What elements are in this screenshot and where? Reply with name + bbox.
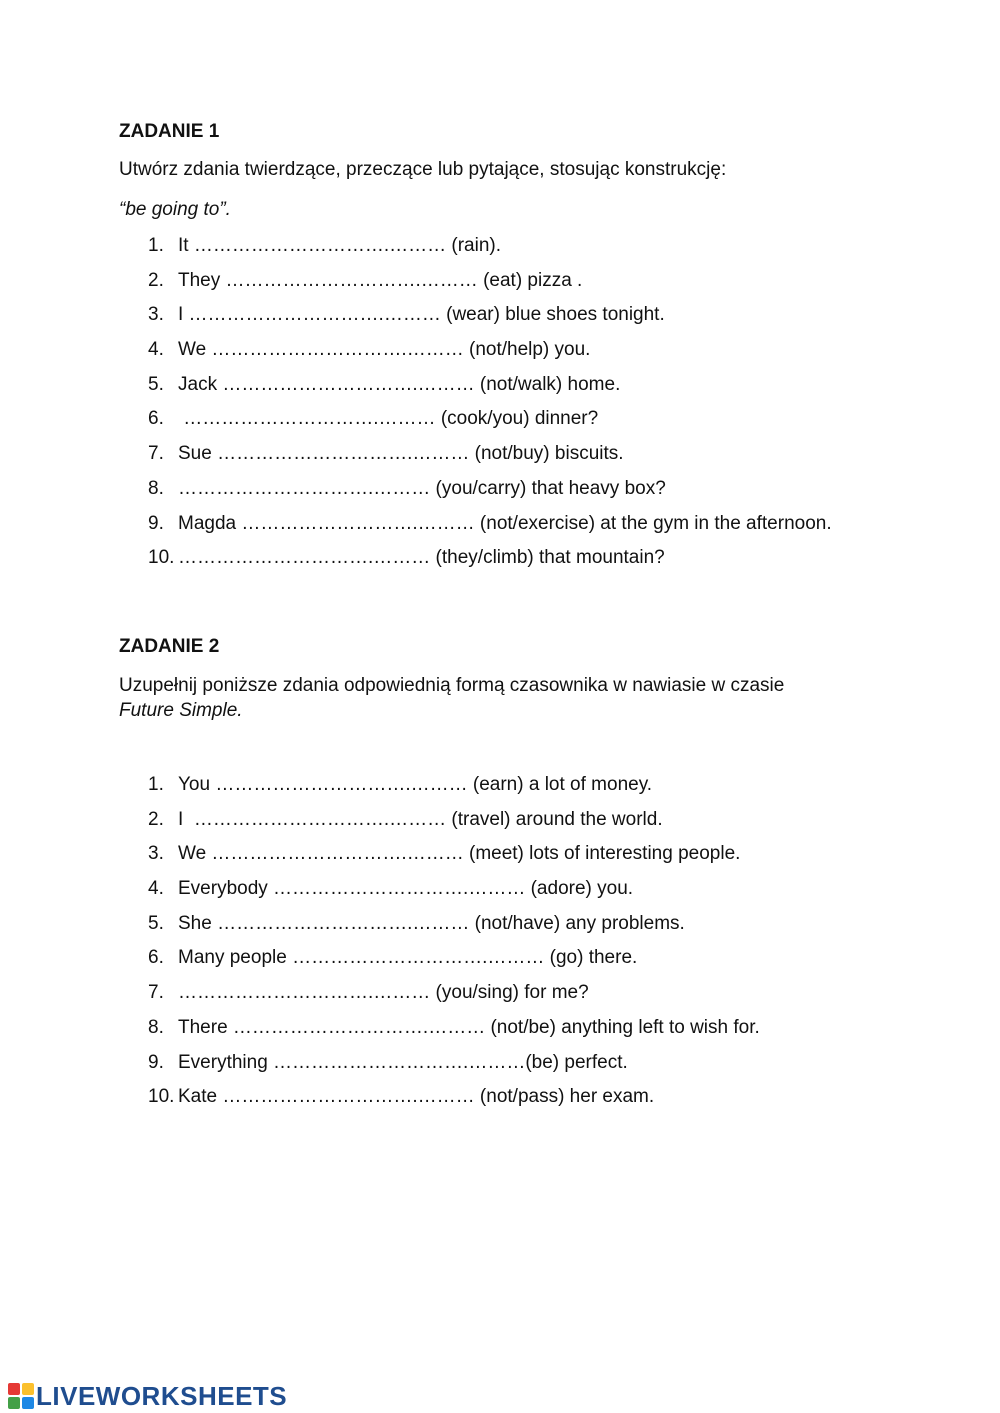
list-item: 3. We ………………………….……… (meet) lots of interesting people. bbox=[148, 843, 741, 865]
task1-construction-text: “be going to”. bbox=[119, 199, 231, 220]
list-item: 7. Sue ………………………….……… (not/buy) biscuits. bbox=[148, 443, 624, 465]
list-item: 1. You ………………………….……… (earn) a lot of money. bbox=[148, 774, 653, 795]
list-item: 5. Jack ………………………….……… (not/walk) home. bbox=[148, 373, 621, 395]
task2-list bbox=[148, 773, 760, 1120]
task1-instruction: Utwórz zdania twierdzące, przeczące lub pytające, stosując konstrukcję: bbox=[119, 159, 727, 180]
list-item: 9. Everything ………………………….………(be) perfect. bbox=[148, 1051, 628, 1073]
liveworksheets-logo-icon bbox=[8, 1383, 34, 1409]
list-item: 9. Magda ……………………….……… (not/exercise) at the gym in the afternoon. bbox=[148, 512, 832, 534]
list-item: 4. Everybody ………………………….……… (adore) you. bbox=[148, 878, 634, 900]
list-item: 2. I ………………………….……… (travel) around the world. bbox=[148, 808, 663, 830]
list-item: 7. ………………………….……… (you/sing) for me? bbox=[148, 982, 589, 1004]
list-item: 6. Many people ………………………….……… (go) there. bbox=[148, 947, 638, 969]
task2-heading: ZADANIE 2 bbox=[119, 636, 220, 657]
task1-list bbox=[148, 234, 832, 581]
list-item: 4. We ………………………….……… (not/help) you. bbox=[148, 339, 591, 361]
list-item: 10. Kate ………………………….……… (not/pass) her exam. bbox=[148, 1086, 655, 1108]
task1-heading: ZADANIE 1 bbox=[119, 121, 220, 142]
list-item: 8. ………………………….……… (you/carry) that heavy box? bbox=[148, 477, 666, 499]
logo-text: LIVEWORKSHEETS bbox=[36, 1380, 288, 1411]
task2-instruction: Uzupełnij poniższe zdania odpowiednią formą czasownika w nawiasie w czasie bbox=[119, 675, 785, 696]
list-item: 1. It ………………………….……… (rain). bbox=[148, 235, 502, 256]
task1-construction bbox=[119, 197, 231, 222]
list-item: 5. She ………………………….……… (not/have) any problems. bbox=[148, 912, 685, 934]
list-item: 3. I ………………………….……… (wear) blue shoes tonight. bbox=[148, 304, 665, 326]
task2-tense-text: Future Simple. bbox=[119, 700, 243, 721]
list-item: 8. There ………………………….……… (not/be) anything left to wish for. bbox=[148, 1016, 760, 1038]
task2-tense bbox=[119, 698, 243, 723]
list-item: 10. ………………………….……… (they/climb) that mountain? bbox=[148, 547, 665, 569]
list-item: 2. They ………………………….……… (eat) pizza . bbox=[148, 269, 583, 291]
liveworksheets-logo[interactable] bbox=[8, 1380, 287, 1412]
list-item: 6. ………………………….……… (cook/you) dinner? bbox=[148, 408, 599, 430]
